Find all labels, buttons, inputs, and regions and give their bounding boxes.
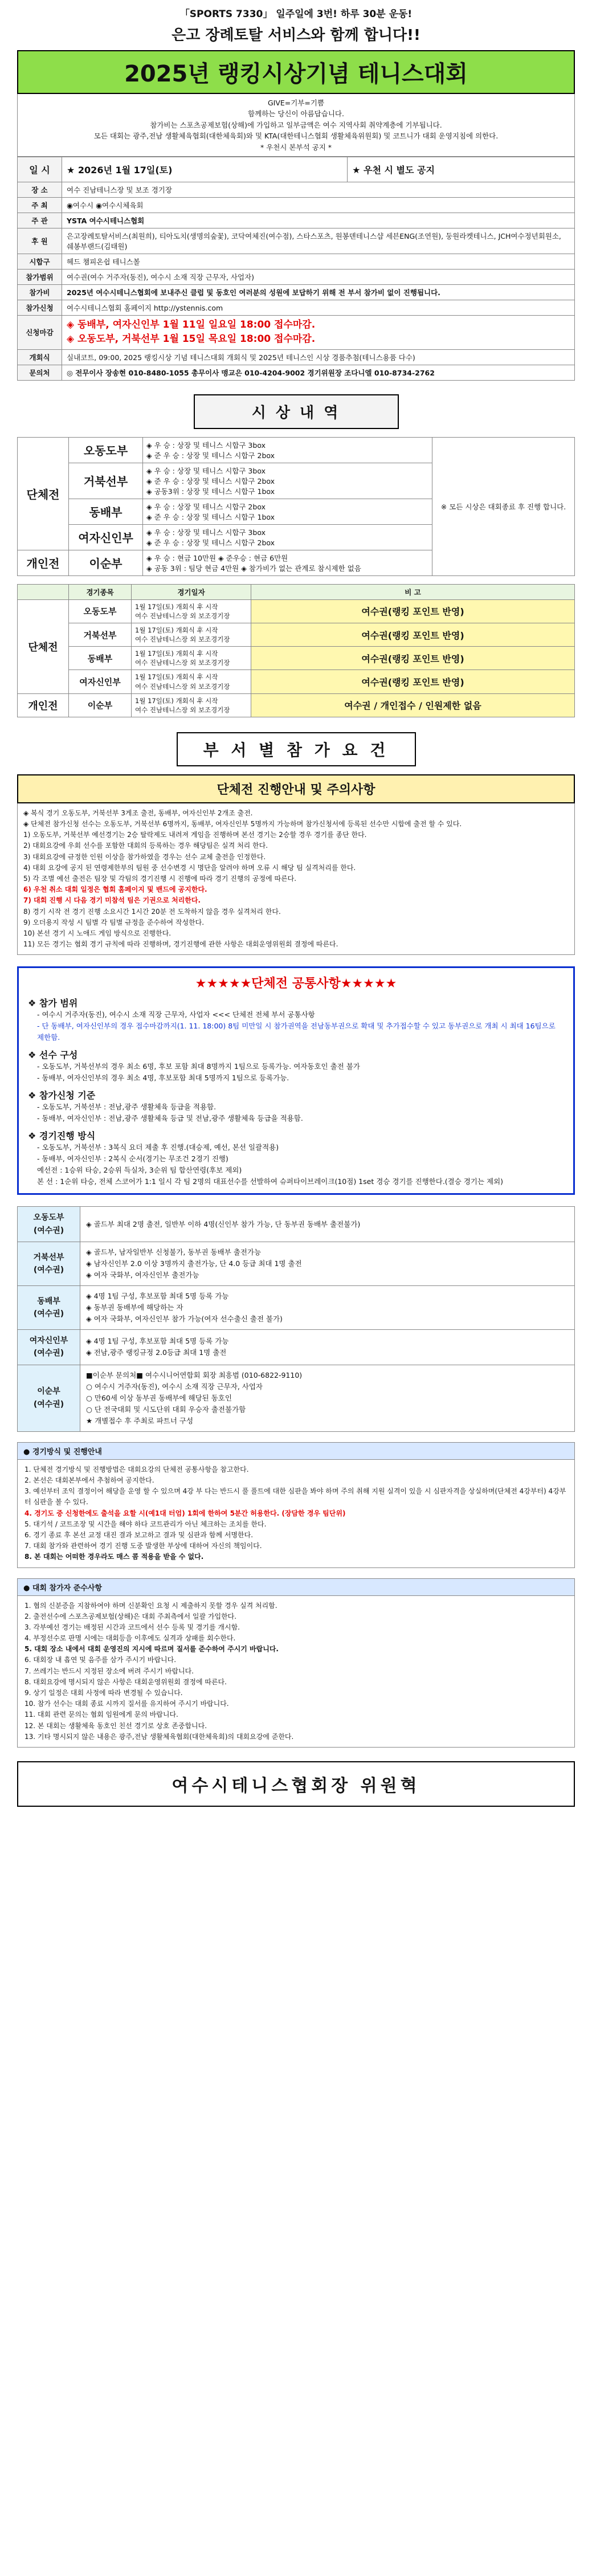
schedule-table (17, 584, 575, 717)
rule-line: 2) 대회요강에 우회 선수를 포함한 대회의 등록하는 경우 해당팀은 실격 처리 한다. (23, 842, 268, 850)
rule-line: 6) 우천 취소 대회 일정은 협회 홈페이지 및 밴드에 공지한다. (23, 885, 207, 894)
progress-line: 8. 본 대회는 어떠한 경우라도 매스 콤 적용을 받을 수 없다. (25, 1553, 204, 1561)
requirements-title: 부 서 별 참 가 요 건 (177, 732, 416, 766)
event-date: 1월 17일(토) 개회식 후 시작 여수 진남테니스장 외 보조경기장 (132, 670, 251, 693)
rule-line: 5) 각 조별 예선 출전은 팀장 및 각팀의 경기진행 시 진행에 따라 경기 진행의 공정에 따른다. (23, 874, 297, 883)
event-note: 여수권(랭킹 포인트 반영) (251, 670, 575, 693)
caution-line: 7. 쓰레기는 반드시 지정된 장소에 버려 주시기 바랍니다. (25, 1667, 194, 1675)
caution-line: 1. 협의 신분증을 지참하여야 하며 신분확인 요청 시 제출하지 못할 경우 실격 처리함. (25, 1601, 277, 1610)
division-key: 동배부 (여수권) (18, 1286, 80, 1330)
eligibility-table (17, 1206, 575, 1432)
info-value: 2025년 여수시테니스협회에 보내주신 클럽 및 동호인 여러분의 성원에 보답하기 위해 전 부서 참가비 없이 진행됩니다. (62, 284, 575, 300)
common-line: - 단 동배부, 여자신인부의 경우 접수마감까지(1. 11. 18:00) 8팀 미만일 시 참가권역을 전남동부권으로 확대 및 추가접수할 수 있고 동부권으로 개최 시 최대 16팀으로 제한함. (37, 1022, 556, 1042)
division-key: 거북선부 (여수권) (18, 1242, 80, 1286)
common-line: - 여수시 거주자(동진), 여수시 소재 직장 근무자, 사업자 <<< 단체전 전체 부서 공통사항 (37, 1010, 315, 1019)
rule-line: 11) 모든 경기는 협회 경기 규칙에 따라 진행하며, 경기진행에 관한 사항은 대회운영위원회 결정에 따른다. (23, 940, 338, 949)
rules-title: 단체전 진행안내 및 주의사항 (17, 774, 575, 803)
intro-line: 참가비는 스포츠공제보험(상해)에 가입하고 일부금액은 여수 지역사회 취약계층에 기부됩니다. (150, 120, 442, 129)
progress-line: 3. 예선부터 조익 결정이어 해당을 운영 할 수 있으며 4강 부 다는 반드시 풀 풀트에 대한 심판을 봐야 하며 주의 취해 지원 실격이 있을 시 심판자격을 상실하며(단체전 4강부터) 4강부터 심판을 볼 수 있다. (25, 1487, 566, 1507)
group-team: 단체전 (18, 599, 69, 693)
info-key: 주 관 (18, 213, 62, 228)
slogan: 「SPORTS 7330」 일주일에 3번! 하루 30분 운동! (179, 9, 413, 20)
caution-line: 13. 기타 명시되지 않은 내용은 광주,전남 생활체육협회(대한체육회)의 대회요강에 준한다. (25, 1732, 294, 1741)
schedule-header: 비 고 (251, 584, 575, 599)
apply-deadline: ◈ 오동도부, 거북선부 1월 15일 목요일 18:00 접수마감. (67, 333, 316, 345)
event-name: 이순부 (69, 550, 143, 575)
event-note: 여수권(랭킹 포인트 반영) (251, 599, 575, 623)
page-title: 2025년 랭킹시상기념 테니스대회 (17, 50, 575, 94)
common-line: - 오동도부, 거북선부의 경우 최소 6명, 후보 포함 최대 8명까지 1팀으로 등록가능. 여자동호인 출전 불가 (37, 1062, 360, 1071)
event-name: 동배부 (69, 647, 132, 670)
rule-line: 3) 대회요강에 규정한 인원 이상을 참가하였을 경우는 선수 교체 출전을 인정한다. (23, 852, 266, 861)
contact-key: 문의처 (18, 365, 62, 380)
event-note: 여수권 / 개인접수 / 인원제한 없음 (251, 693, 575, 717)
event-date: 1월 17일(토) 개회식 후 시작 여수 진남테니스장 외 보조경기장 (132, 599, 251, 623)
event-prize: ◈ 우 승 : 현금 10만원 ◈ 준우승 : 현금 6만원 ◈ 공동 3위 : 팀당 현금 4만원 ◈ 참가비가 없는 관계로 참시제한 없음 (143, 550, 432, 575)
caution-box (17, 1578, 575, 1748)
info-key: 주 최 (18, 197, 62, 213)
footer-signature: 여수시테니스협회장 위원혁 (17, 1761, 575, 1807)
division-rule: ◈ 골드부, 남자일반부 신청불가, 동부권 동배부 출전가능 ◈ 남자신인부 2.0 이상 3명까지 출전가능, 단 4.0 등급 최대 1명 출전 ◈ 여자 국화부, 여자신인부 출전가능 (80, 1242, 575, 1286)
division-key: 오동도부 (여수권) (18, 1207, 80, 1242)
info-value: 여수 진남테니스장 및 보조 경기장 (62, 182, 575, 197)
caution-line: 9. 상기 일정은 대회 사정에 따라 변경될 수 있습니다. (25, 1689, 183, 1697)
progress-line: 5. 대기석 / 코트조장 및 시간을 해야 하다 코트관리가 아닌 체크하는 조치를 한다. (25, 1520, 267, 1528)
rule-line: ◈ 복식 경기 오동도부, 거북선부 3게조 출전, 동배부, 여자신인부 2개조 출전. (23, 809, 253, 817)
event-note: 여수권(랭킹 포인트 반영) (251, 623, 575, 647)
progress-line: 7. 대회 참가와 관련하여 경기 진행 도중 발생한 부상에 대하여 자신의 책임이다. (25, 1542, 262, 1550)
date-key: 일 시 (18, 157, 62, 182)
date-value: ★ 2026년 1월 17일(토) (62, 157, 348, 182)
rain-note: ★ 우천 시 별도 공지 (348, 157, 575, 182)
event-name: 이순부 (69, 693, 132, 717)
caution-line: 6. 대회장 내 흡연 및 음주를 삼가 주시기 바랍니다. (25, 1656, 177, 1664)
info-key: 참가범위 (18, 269, 62, 284)
common-line: 본 선 : 1순위 타승, 전체 스코어가 1:1 일시 각 팀 2명의 대표선수를 선발하여 슈퍼타이브레이크(10점) 1set 경승 경기를 진행한다.(결승 경기는 제외) (37, 1177, 504, 1186)
info-value: 여수시테니스협회 홈페이지 http://ystennis.com (62, 300, 575, 315)
opening-key: 개회식 (18, 349, 62, 365)
progress-box (17, 1442, 575, 1568)
info-key: 참가신청 (18, 300, 62, 315)
intro-line: 모든 대회는 광주,전남 생활체육협회(대한체육회)와 및 KTA(대한테니스협회 생활체육위원회) 및 코트니가 대회 운영지침에 의한다. (93, 132, 499, 141)
event-name: 동배부 (69, 499, 143, 524)
awards-note: ※ 모든 시상은 대회종료 후 진행 합니다. (432, 437, 575, 575)
caution-line: 10. 참가 선수는 대회 종료 시까지 질서를 유지하여 주시기 바랍니다. (25, 1700, 229, 1708)
info-key: 참가비 (18, 284, 62, 300)
event-date: 1월 17일(토) 개회식 후 시작 여수 진남테니스장 외 보조경기장 (132, 623, 251, 647)
event-prize: ◈ 우 승 : 상장 및 테니스 시합구 3box ◈ 준 우 승 : 상장 및 테니스 시합구 2box ◈ 공동3위 : 상장 및 테니스 시합구 1box (143, 463, 432, 499)
division-key: 이순부 (여수권) (18, 1365, 80, 1431)
apply-deadline: ◈ 동배부, 여자신인부 1월 11일 일요일 18:00 접수마감. (67, 319, 316, 330)
intro-box (17, 94, 575, 157)
rule-line: 8) 경기 시작 전 경기 진행 소요시간 1시간 20분 전 도착하지 않을 경우 실격처리 한다. (23, 907, 281, 916)
event-name: 오동도부 (69, 599, 132, 623)
event-date: 1월 17일(토) 개회식 후 시작 여수 진남테니스장 외 보조경기장 (132, 647, 251, 670)
progress-line: 4. 경기도 중 신청한에도 출석을 요할 시(예1대 터엄) 1회에 한하여 5분간 허용한다. (장담한 경우 팀단위) (25, 1509, 346, 1517)
caution-line: 4. 부정선수로 판명 시에는 대회등을 이후에도 실격과 상패를 회수한다. (25, 1634, 236, 1643)
schedule-header: 경기일자 (132, 584, 251, 599)
event-name: 오동도부 (69, 437, 143, 463)
intro-line: GIVE=기부=기쁨 (267, 99, 325, 107)
caution-line: 5. 대회 장소 내에서 대회 운영진의 지시에 따르며 질서를 준수하여 주시기 바랍니다. (25, 1645, 279, 1654)
common-line: - 동배부, 여자신인부 : 2복식 순서(경기는 무조건 2경기 진행) (37, 1154, 228, 1164)
event-name: 거북선부 (69, 463, 143, 499)
group-personal: 개인전 (18, 693, 69, 717)
event-name: 여자신인부 (69, 524, 143, 550)
info-value: YSTA 여수시테니스협회 (62, 213, 575, 228)
common-line: - 오동도부, 거북선부 : 3복식 요더 제출 후 진행.(대승제, 예선, 본선 일괄적용) (37, 1143, 279, 1152)
info-value: ◉여수시 ◉여수시체육회 (62, 197, 575, 213)
common-heading: ❖ 경기진행 방식 (28, 1130, 96, 1142)
opening-value: 실내코트, 09:00, 2025 랭킹시상 기념 테니스대회 개회식 및 2025년 테니스인 시상 경품추첨(테니스용품 다수) (62, 349, 575, 365)
division-rule: ■이순부 문의처■ 여수시니어연합회 회장 최흥범 (010-6822-9110) ○ 여수시 거주자(동진), 여수시 소재 직장 근무자, 사업자 ○ 만60세 이상 동부권 동배부에 해당된 동호인 ○ 단 전국대회 및 시도단위 대회 우승자 출전불가함 ★ 개별접수 후 주최로 파트너 구성 (80, 1365, 575, 1431)
info-value: 은고장례토탈서비스(최원희), 티아도치(생명의숲꽃), 코닥여체진(여수점), 스타스포츠, 원봉덴테니스샵 세븐ENG(조연원), 둥원라켓테니스, JCH여수정년회원소, 쉐봉부랜드(김태원) (62, 228, 575, 254)
apply-key: 신청마감 (18, 315, 62, 349)
info-table (17, 157, 575, 381)
rule-line: 10) 본선 경기 시 노애드 게임 방식으로 진행한다. (23, 929, 172, 937)
event-prize: ◈ 우 승 : 상장 및 테니스 시합구 3box ◈ 준 우 승 : 상장 및 테니스 시합구 2box (143, 524, 432, 550)
common-heading: ❖ 참가신청 기준 (28, 1090, 96, 1101)
info-key: 시합구 (18, 254, 62, 269)
group-personal: 개인전 (18, 550, 69, 575)
schedule-header: 경기종목 (69, 584, 132, 599)
common-line: 예선전 : 1승위 타승, 2승위 득실차, 3순위 팀 합산연령(후보 제외) (37, 1166, 242, 1175)
caution-line: 2. 출전선수에 스포츠공제보험(상해)은 대회 주최측에서 일괄 가입한다. (25, 1612, 237, 1620)
awards-title: 시 상 내 역 (194, 394, 399, 429)
rule-line: 7) 대회 진행 시 다음 경기 미참석 팀은 기권으로 처리한다. (23, 896, 201, 905)
common-line: - 오동도부, 거북선부 : 전남,광주 생활체육 등급을 적용함. (37, 1103, 217, 1112)
rule-line: 1) 오동도부, 거북선부 예선경기는 2승 탈락제도 내려져 게임을 진행하며 본선 경기는 2승할 경우 경기를 종단 한다. (23, 831, 367, 839)
event-note: 여수권(랭킹 포인트 반영) (251, 647, 575, 670)
common-line: - 동배부, 여자신인부의 경우 최소 4명, 후보포함 최대 5명까지 1팀으로 등록가능. (37, 1073, 289, 1083)
caution-line: 11. 대회 관련 문의는 협회 임원에게 문의 바랍니다. (25, 1710, 178, 1719)
event-name: 거북선부 (69, 623, 132, 647)
event-name: 여자신인부 (69, 670, 132, 693)
info-value: 여수권(여수 거주자(동진), 여수시 소재 직장 근무자, 사업자) (62, 269, 575, 284)
contact-value: ◎ 전무이사 장송현 010-8480-1055 총무이사 맹교은 010-4204-9002 경기위원장 조다니엘 010-8734-2762 (62, 365, 575, 380)
division-rule: ◈ 4명 1팀 구성, 후보포함 최대 5명 등록 가능 ◈ 동부권 동배부에 해당하는 자 ◈ 여자 국화부, 여자신인부 참가 가능(여자 선수출신 출전 불가) (80, 1286, 575, 1330)
division-rule: ◈ 골드부 최대 2명 출전, 일반부 이하 4명(신인부 참가 가능, 단 동부권 동배부 출전불가) (80, 1207, 575, 1242)
common-heading: ❖ 선수 구성 (28, 1050, 78, 1061)
caution-line: 3. 각부예선 경기는 배정된 시간과 코트에서 선수 등록 및 경기를 개시함. (25, 1623, 240, 1631)
event-prize: ◈ 우 승 : 상장 및 테니스 시합구 3box ◈ 준 우 승 : 상장 및 테니스 시합구 2box (143, 437, 432, 463)
rule-line: ◈ 단체전 참가신청 선수는 오동도부, 거북선부 6명까지, 동배부, 여자신인부 5명까지 가능하며 참가신청서에 등록된 선수만 시합에 출전 할 수 있다. (23, 820, 462, 828)
progress-line: 6. 경기 종료 후 본선 교정 대진 결과 보고하고 결과 및 심판과 함께 서명한다. (25, 1530, 254, 1539)
division-rule: ◈ 4명 1팀 구성, 후보포함 최대 5명 등록 가능 ◈ 전남,광주 랭킹규정 2.0등급 최대 1명 출전 (80, 1330, 575, 1365)
progress-title: ● 경기방식 및 진행안내 (18, 1443, 574, 1460)
awards-table (17, 437, 575, 576)
common-title: ★★★★★단체전 공통사항★★★★★ (195, 977, 397, 991)
event-prize: ◈ 우 승 : 상장 및 테니스 시합구 2box ◈ 준 우 승 : 상장 및 테니스 시합구 1box (143, 499, 432, 524)
caution-line: 8. 대회요강에 명시되지 않은 사항은 대회운영위원회 결정에 따른다. (25, 1677, 227, 1686)
info-value: 헤드 챔피온쉽 테니스볼 (62, 254, 575, 269)
intro-line: * 우천시 본부석 공지 * (260, 142, 332, 152)
rules-box (17, 803, 575, 955)
group-team: 단체전 (18, 437, 69, 550)
common-rules-box (17, 966, 575, 1195)
info-key: 후 원 (18, 228, 62, 254)
rule-line: 4) 대회 요강에 공지 된 연령제한부의 팀원 중 선수변경 시 명단을 알려야 하며 오류 시 해당 팀 실격처리를 한다. (23, 863, 356, 872)
sub-headline: 은고 장례토탈 서비스와 함께 합니다!! (172, 27, 420, 44)
caution-line: 12. 본 대회는 생활체육 동호인 친선 경기로 상호 존중합니다. (25, 1721, 207, 1730)
progress-line: 2. 본선은 대회본부에서 추첨하여 공지한다. (25, 1476, 154, 1484)
rule-line: 9) 오더용지 작성 시 팀별 각 팀별 규정을 준수하여 작성한다. (23, 918, 205, 926)
progress-line: 1. 단체전 경기방식 및 진행방법은 대회요강의 단체전 공통사항을 참고한다. (25, 1465, 249, 1473)
info-key: 장 소 (18, 182, 62, 197)
common-heading: ❖ 참가 범위 (28, 998, 78, 1009)
intro-line: 함께하는 당신이 아름답습니다. (248, 109, 344, 119)
caution-title: ● 대회 참가자 준수사항 (18, 1579, 574, 1596)
event-date: 1월 17일(토) 개회식 후 시작 여수 진남테니스장 외 보조경기장 (132, 693, 251, 717)
common-line: - 동배부, 여자신인부 : 전남,광주 생활체육 등급 및 전남,광주 생활체육 등급을 적용함. (37, 1114, 303, 1123)
division-key: 여자신인부 (여수권) (18, 1330, 80, 1365)
